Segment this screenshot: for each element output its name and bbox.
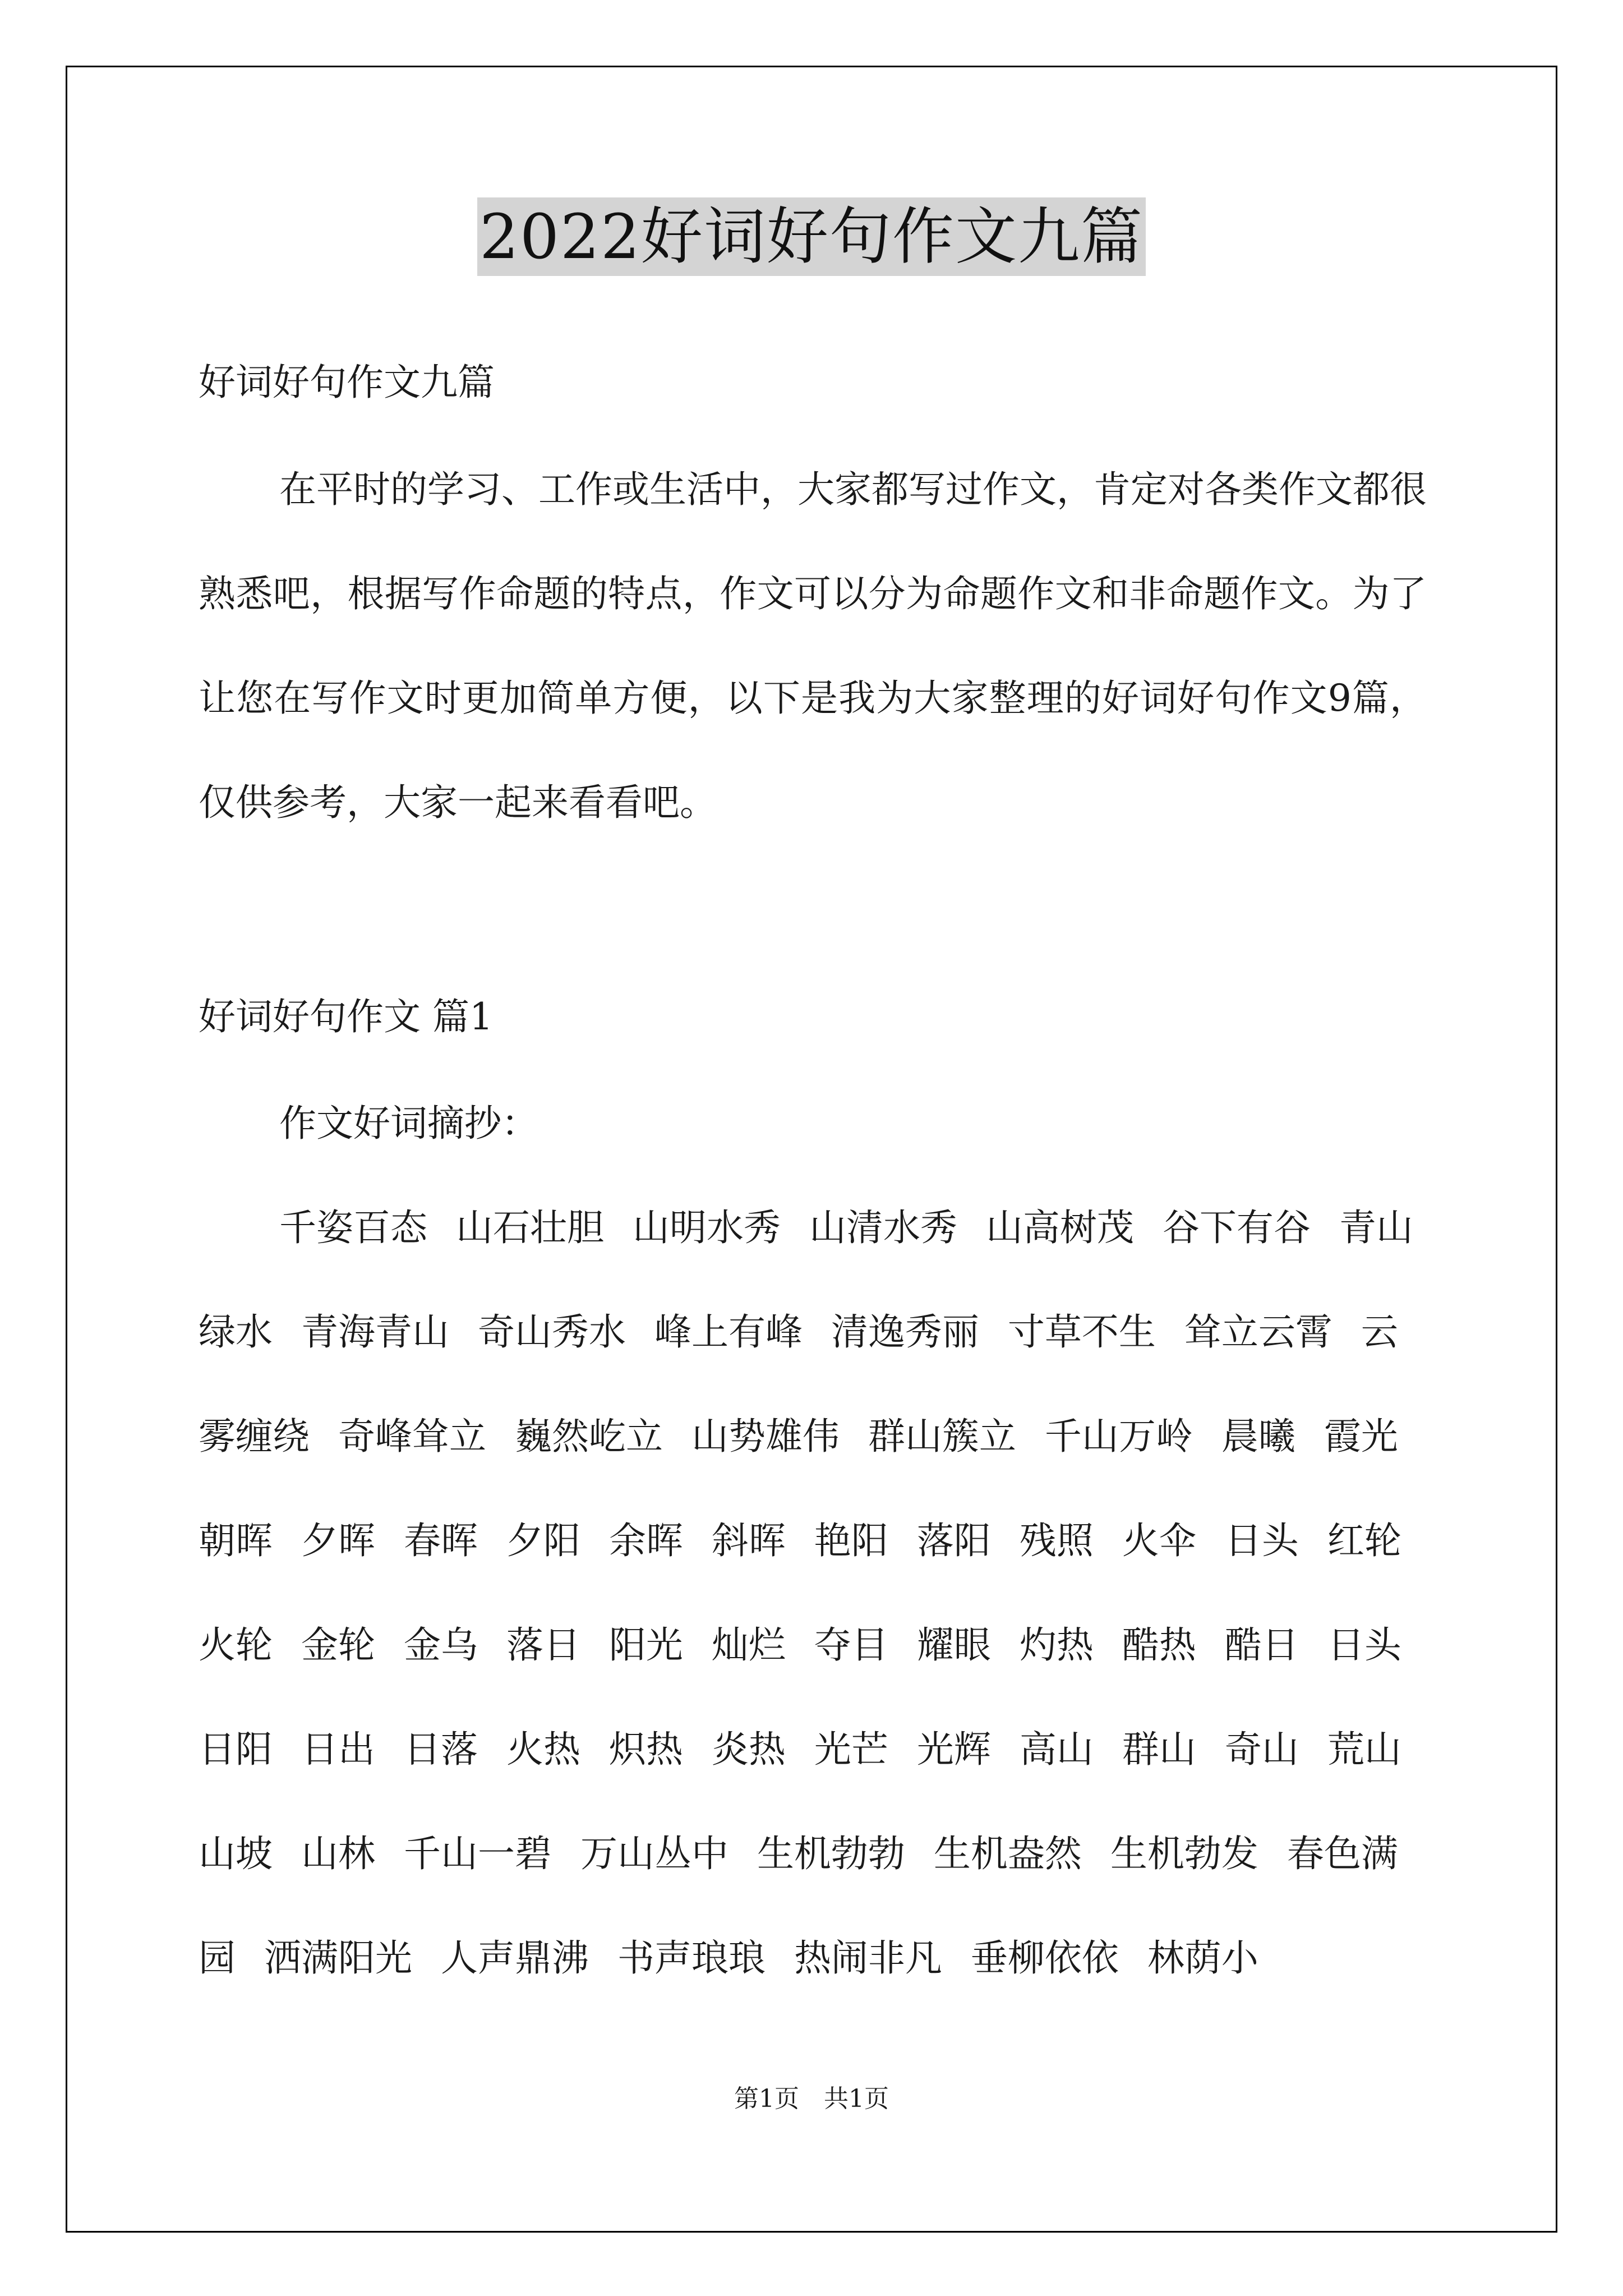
document-title: 2022好词好句作文九篇 <box>477 197 1146 276</box>
vocab-word: 火伞 <box>1122 1519 1196 1562</box>
vocab-word: 林荫小 <box>1147 1936 1258 1980</box>
vocab-word: 山石壮胆 <box>455 1206 604 1249</box>
vocab-word: 耀眼 <box>916 1623 991 1667</box>
vocab-word: 日落 <box>403 1728 478 1771</box>
vocab-word: 炎热 <box>711 1728 786 1771</box>
vocab-word: 酷热 <box>1122 1623 1196 1667</box>
vocab-word: 夕晖 <box>301 1519 375 1562</box>
vocab-word: 光辉 <box>916 1728 991 1771</box>
vocab-word: 阳光 <box>608 1623 683 1667</box>
vocab-word: 奇山秀水 <box>477 1310 626 1354</box>
vocab-word: 艳阳 <box>814 1519 888 1562</box>
vocab-word: 千山万岭 <box>1044 1415 1193 1458</box>
vocab-word: 万山丛中 <box>580 1832 728 1875</box>
vocab-word: 耸立云霄 <box>1184 1310 1332 1354</box>
vocab-word: 谷下有谷 <box>1162 1206 1311 1249</box>
vocab-word: 晨曦 <box>1221 1415 1295 1458</box>
document-subtitle: 好词好句作文九篇 <box>199 361 495 404</box>
vocab-word: 山高树茂 <box>985 1206 1134 1249</box>
vocab-word: 人声鼎沸 <box>440 1936 589 1980</box>
vocab-word: 斜晖 <box>711 1519 786 1562</box>
vocab-word: 青山绿水 <box>199 1206 1413 1354</box>
vocab-word: 千姿百态 <box>279 1206 427 1249</box>
vocab-word: 灿烂 <box>711 1623 786 1667</box>
page-footer <box>0 2082 1623 2116</box>
vocab-word: 红轮 <box>1327 1519 1401 1562</box>
vocab-word: 金轮 <box>301 1623 375 1667</box>
vocab-word: 火轮 <box>199 1623 273 1667</box>
vocab-word: 残照 <box>1019 1519 1094 1562</box>
vocab-word: 云雾缠绕 <box>199 1310 1398 1458</box>
vocab-word: 峰上有峰 <box>654 1310 803 1354</box>
intro-paragraph: 在平时的学习、工作或生活中，大家都写过作文，肯定对各类作文都很熟悉吧，根据写作命题的特点，作文可以分为命题作文和非命题作文。为了让您在写作文时更加简单方便，以下是我为大家整理的好词好句作文9篇，仅供参考，大家一起来看看吧。 <box>199 468 1427 824</box>
vocab-word: 山明水秀 <box>632 1206 781 1249</box>
vocab-word: 落日 <box>506 1623 580 1667</box>
vocab-word: 清逸秀丽 <box>831 1310 979 1354</box>
vocab-word: 群山 <box>1122 1728 1196 1771</box>
vocab-word: 热闹非凡 <box>794 1936 942 1980</box>
word-list <box>199 1176 1427 2010</box>
vocab-word: 山清水秀 <box>809 1206 957 1249</box>
vocab-word: 奇山 <box>1224 1728 1299 1771</box>
vocab-word: 生机盎然 <box>933 1832 1082 1875</box>
vocab-word: 垂柳依依 <box>970 1936 1119 1980</box>
vocab-word: 春晖 <box>403 1519 478 1562</box>
vocab-word: 夕阳 <box>506 1519 580 1562</box>
vocab-word: 日阳 <box>199 1728 273 1771</box>
vocab-word: 日出 <box>301 1728 375 1771</box>
vocab-word: 春色满园 <box>199 1832 1398 1980</box>
page-number: 第1页 <box>734 2085 799 2113</box>
vocab-word: 荒山 <box>1327 1728 1401 1771</box>
vocab-word: 书声琅琅 <box>617 1936 766 1980</box>
vocab-word: 生机勃勃 <box>757 1832 905 1875</box>
vocab-word: 奇峰耸立 <box>338 1415 486 1458</box>
vocab-word: 洒满阳光 <box>264 1936 412 1980</box>
vocab-word: 山坡 <box>199 1832 273 1875</box>
vocab-word: 生机勃发 <box>1110 1832 1258 1875</box>
vocab-word: 朝晖 <box>199 1519 273 1562</box>
vocab-word: 火热 <box>506 1728 580 1771</box>
vocab-word: 山势雄伟 <box>691 1415 840 1458</box>
vocab-word: 日头 <box>1327 1623 1401 1667</box>
vocab-word: 落阳 <box>916 1519 991 1562</box>
vocab-word: 余晖 <box>608 1519 683 1562</box>
vocab-word: 炽热 <box>608 1728 683 1771</box>
vocab-word: 光芒 <box>814 1728 888 1771</box>
vocab-word: 青海青山 <box>301 1310 449 1354</box>
section-heading: 好词好句作文 篇1 <box>199 995 493 1038</box>
vocab-word: 千山一碧 <box>403 1832 552 1875</box>
vocab-word: 霞光 <box>1324 1415 1398 1458</box>
vocab-word: 巍然屹立 <box>514 1415 663 1458</box>
page-total: 共1页 <box>824 2085 889 2113</box>
title-container <box>0 197 1623 276</box>
vocab-word: 酷日 <box>1224 1623 1299 1667</box>
vocab-word: 山林 <box>301 1832 375 1875</box>
vocab-word: 夺目 <box>814 1623 888 1667</box>
vocab-word: 寸草不生 <box>1007 1310 1156 1354</box>
vocab-word: 日头 <box>1224 1519 1299 1562</box>
vocab-word: 金乌 <box>403 1623 478 1667</box>
vocab-word: 高山 <box>1019 1728 1094 1771</box>
section-label: 作文好词摘抄： <box>279 1102 538 1145</box>
vocab-word: 群山簇立 <box>868 1415 1016 1458</box>
vocab-word: 灼热 <box>1019 1623 1094 1667</box>
